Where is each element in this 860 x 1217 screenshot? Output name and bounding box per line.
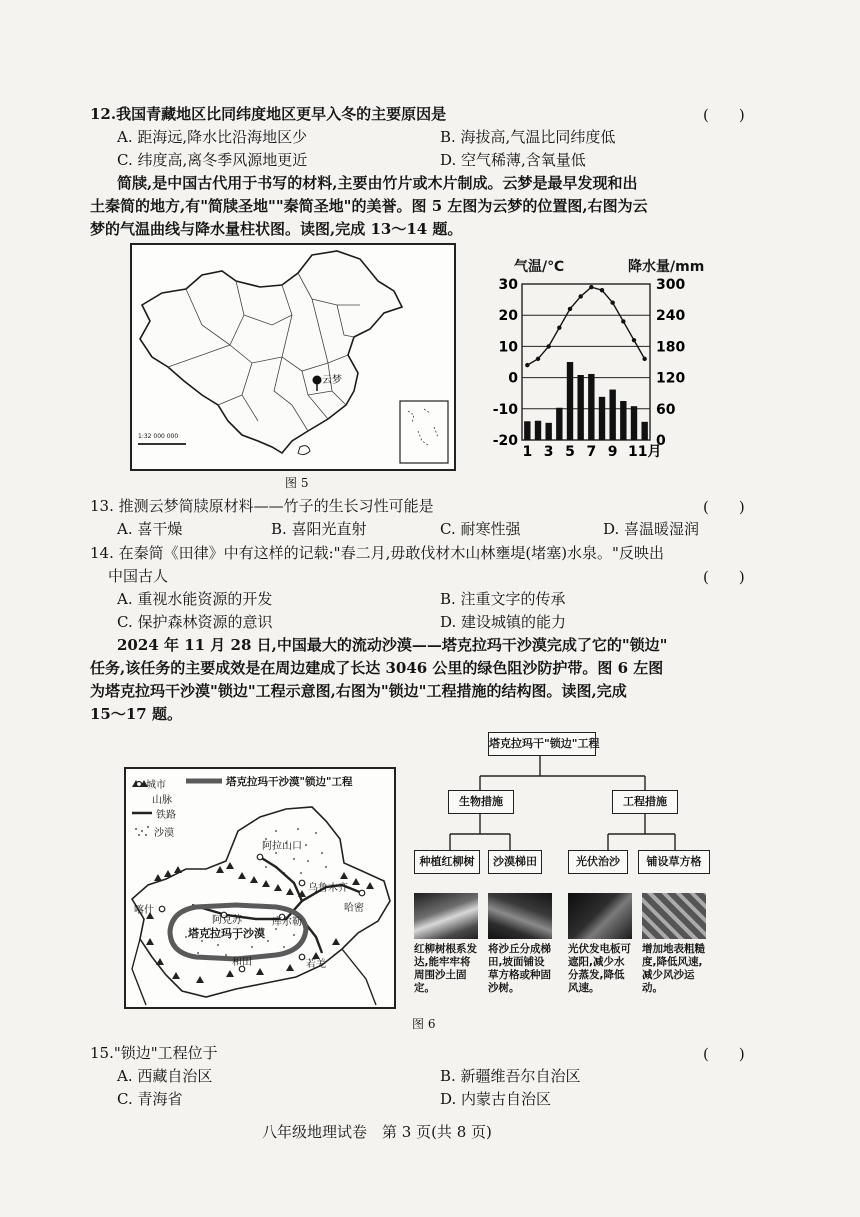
precip-bar [567, 362, 573, 440]
fig5-caption: 图 5 [285, 476, 309, 490]
q12-option-c[interactable]: C. 纬度高,离冬季风源地更近 [117, 151, 308, 169]
place-hotan: 和田 [232, 957, 252, 968]
desc-terrace: 将沙丘分成梯田,坡面铺设草方格或种固沙树。 [488, 943, 551, 994]
chart-ytick-left: 10 [498, 339, 518, 356]
q12-option-a[interactable]: A. 距海远,降水比沿海地区少 [117, 128, 308, 146]
precip-bar [599, 397, 605, 440]
temperature-point [632, 338, 636, 342]
photo-grass-grid [642, 893, 706, 939]
q13-option-c[interactable]: C. 耐寒性强 [440, 520, 521, 538]
temperature-point [642, 357, 646, 361]
temperature-point [557, 325, 561, 329]
chart-ytick-right: 0 [656, 433, 666, 449]
q15-option-a[interactable]: A. 西藏自治区 [117, 1067, 213, 1085]
flow-bio: 生物措施 [448, 790, 514, 814]
q12-answer-paren[interactable]: ( ) [703, 106, 745, 124]
q13-answer-paren[interactable]: ( ) [703, 498, 745, 516]
desc-solar: 光伏发电板可遮阳,减少水分蒸发,降低风速。 [568, 943, 631, 994]
xinjiang-map [124, 767, 396, 1009]
place-alashankou: 阿拉山口 [262, 841, 302, 852]
flow-m3: 光伏治沙 [568, 850, 628, 874]
place-ruoqiang: 若羌 [306, 959, 326, 970]
place-korla: 库尔勒 [272, 917, 302, 928]
q14-option-a[interactable]: A. 重视水能资源的开发 [117, 590, 273, 608]
place-kashgar: 喀什 [134, 905, 154, 916]
q12-option-d[interactable]: D. 空气稀薄,含氧量低 [440, 151, 586, 169]
intro1-line2: 土秦简的地方,有"简牍圣地""秦简圣地"的美誉。图 5 左图为云梦的位置图,右图为云 [90, 197, 648, 215]
temperature-point [610, 301, 614, 305]
legend-project: 塔克拉玛干沙漠"锁边"工程 [226, 776, 353, 788]
chart-ytick-left: 0 [508, 370, 518, 387]
precip-bar [524, 421, 530, 440]
photo-solar [568, 893, 632, 939]
chart-ytick-right: 60 [656, 401, 676, 418]
chart-ytick-left: -10 [492, 401, 518, 418]
q14-option-b[interactable]: B. 注重文字的传承 [440, 590, 566, 608]
chart-ytick-right: 180 [656, 339, 686, 356]
flow-m2: 沙漠梯田 [488, 850, 542, 874]
temperature-point [546, 344, 550, 348]
china-outline [140, 251, 402, 453]
chart-xtick: 5 [565, 444, 575, 460]
place-hami: 哈密 [344, 903, 364, 914]
flow-root: 塔克拉玛干"锁边"工程 [488, 732, 596, 756]
climate-chart [492, 272, 700, 462]
q13-option-b[interactable]: B. 喜阳光直射 [271, 520, 367, 538]
legend-desert: 沙漠 [154, 828, 174, 839]
q14-option-c[interactable]: C. 保护森林资源的意识 [117, 613, 273, 631]
temperature-point [600, 288, 604, 292]
precip-bar [641, 422, 647, 440]
chart-ytick-left: -20 [492, 433, 518, 449]
chart-ytick-right: 240 [656, 308, 686, 325]
flow-m1: 种植红柳树 [414, 850, 480, 874]
intro2-line4: 15～17 题。 [90, 705, 182, 723]
q12-stem: 12.我国青藏地区比同纬度地区更早入冬的主要原因是 [90, 105, 447, 123]
temperature-point [589, 285, 593, 289]
legend-city-icon [137, 782, 142, 787]
precip-bar [588, 374, 594, 440]
fig6-caption: 图 6 [412, 1017, 436, 1031]
chart-ylabel-right: 降水量/mm [628, 259, 705, 275]
precip-bar [577, 375, 583, 440]
precip-bar [535, 421, 541, 440]
q15-option-c[interactable]: C. 青海省 [117, 1090, 183, 1108]
temperature-point [621, 319, 625, 323]
place-aksu: 阿克苏 [212, 915, 242, 926]
q13-stem: 13. 推测云梦简牍原材料——竹子的生长习性可能是 [90, 497, 434, 515]
q15-stem: 15."锁边"工程位于 [90, 1044, 218, 1062]
chart-ylabel-left: 气温/℃ [514, 259, 565, 275]
q14-stem-line1: 14. 在秦简《田律》中有这样的记载:"春二月,毋敢伐材木山林壅堤(堵塞)水泉。"反映出 [90, 544, 664, 562]
temperature-point [578, 294, 582, 298]
chart-ytick-right: 300 [656, 277, 686, 293]
chart-xtick: 3 [543, 444, 554, 460]
q15-option-b[interactable]: B. 新疆维吾尔自治区 [440, 1067, 581, 1085]
map-scale: 1:32 000 000 [138, 433, 179, 440]
scale-bar [138, 443, 186, 445]
q14-stem-line2: 中国古人 [108, 567, 169, 585]
intro1-line1: 简牍,是中国古代用于书写的材料,主要由竹片或木片制成。云梦是最早发现和出 [117, 174, 638, 192]
intro1-line3: 梦的气温曲线与降水量柱状图。读图,完成 13～14 题。 [90, 220, 463, 238]
flowchart-connectors [410, 730, 720, 910]
legend-city: 城市 [146, 780, 166, 791]
south-sea-inset [400, 401, 448, 463]
desc-tamarisk: 红柳树根系发达,能牢牢将周围沙土固定。 [414, 943, 477, 994]
place-desert-name: 塔克拉玛干沙漠 [188, 927, 265, 940]
yunmeng-marker-icon [313, 376, 322, 385]
precip-bar [620, 401, 626, 440]
q13-option-a[interactable]: A. 喜干燥 [117, 520, 183, 538]
q15-answer-paren[interactable]: ( ) [703, 1045, 745, 1063]
precip-bar [545, 423, 551, 440]
temperature-point [536, 357, 540, 361]
intro2-line1: 2024 年 11 月 28 日,中国最大的流动沙漠——塔克拉玛干沙漠完成了它的"锁边" [117, 636, 668, 654]
q14-option-d[interactable]: D. 建设城镇的能力 [440, 613, 567, 631]
chart-ytick-left: 20 [498, 308, 518, 325]
temperature-line [527, 287, 644, 365]
q15-option-d[interactable]: D. 内蒙古自治区 [440, 1090, 552, 1108]
legend-mountain: 山脉 [152, 795, 172, 806]
flow-eng: 工程措施 [612, 790, 678, 814]
chart-xtick: 9 [607, 444, 618, 460]
outer-border [132, 939, 376, 1005]
photo-tamarisk [414, 893, 478, 939]
photo-terrace [488, 893, 552, 939]
chart-xtick: 7 [586, 444, 597, 460]
chart-xtick: 1 [522, 444, 533, 460]
q14-answer-paren[interactable]: ( ) [703, 568, 745, 586]
yunmeng-label: 云梦 [322, 375, 342, 386]
temperature-point [568, 307, 572, 311]
temperature-point [525, 363, 529, 367]
chart-frame [522, 284, 650, 440]
precip-bar [631, 406, 637, 440]
china-map [130, 243, 456, 471]
chart-ytick-right: 120 [656, 370, 686, 387]
q12-option-b[interactable]: B. 海拔高,气温比同纬度低 [440, 128, 616, 146]
chart-ytick-left: 30 [498, 277, 518, 293]
legend-railway: 铁路 [156, 810, 176, 821]
q13-option-d[interactable]: D. 喜温暖湿润 [603, 520, 700, 538]
place-urumqi: 乌鲁木齐 [308, 883, 348, 894]
flow-m4: 铺设草方格 [638, 850, 710, 874]
china-map-svg [132, 245, 454, 469]
hainan-island [298, 446, 310, 455]
intro2-line2: 任务,该任务的主要成效是在周边建成了长达 3046 公里的绿色阻沙防护带。图 6 左图 [90, 659, 664, 677]
precip-bar [609, 390, 615, 440]
intro2-line3: 为塔克拉玛干沙漠"锁边"工程示意图,右图为"锁边"工程措施的结构图。读图,完成 [90, 682, 627, 700]
page-footer: 八年级地理试卷 第 3 页(共 8 页) [262, 1123, 492, 1141]
precip-bar [556, 408, 562, 440]
chart-xtick: 11月 [628, 444, 662, 460]
desc-grass-grid: 增加地表粗糙度,降低风速,减少风沙运动。 [642, 943, 705, 994]
